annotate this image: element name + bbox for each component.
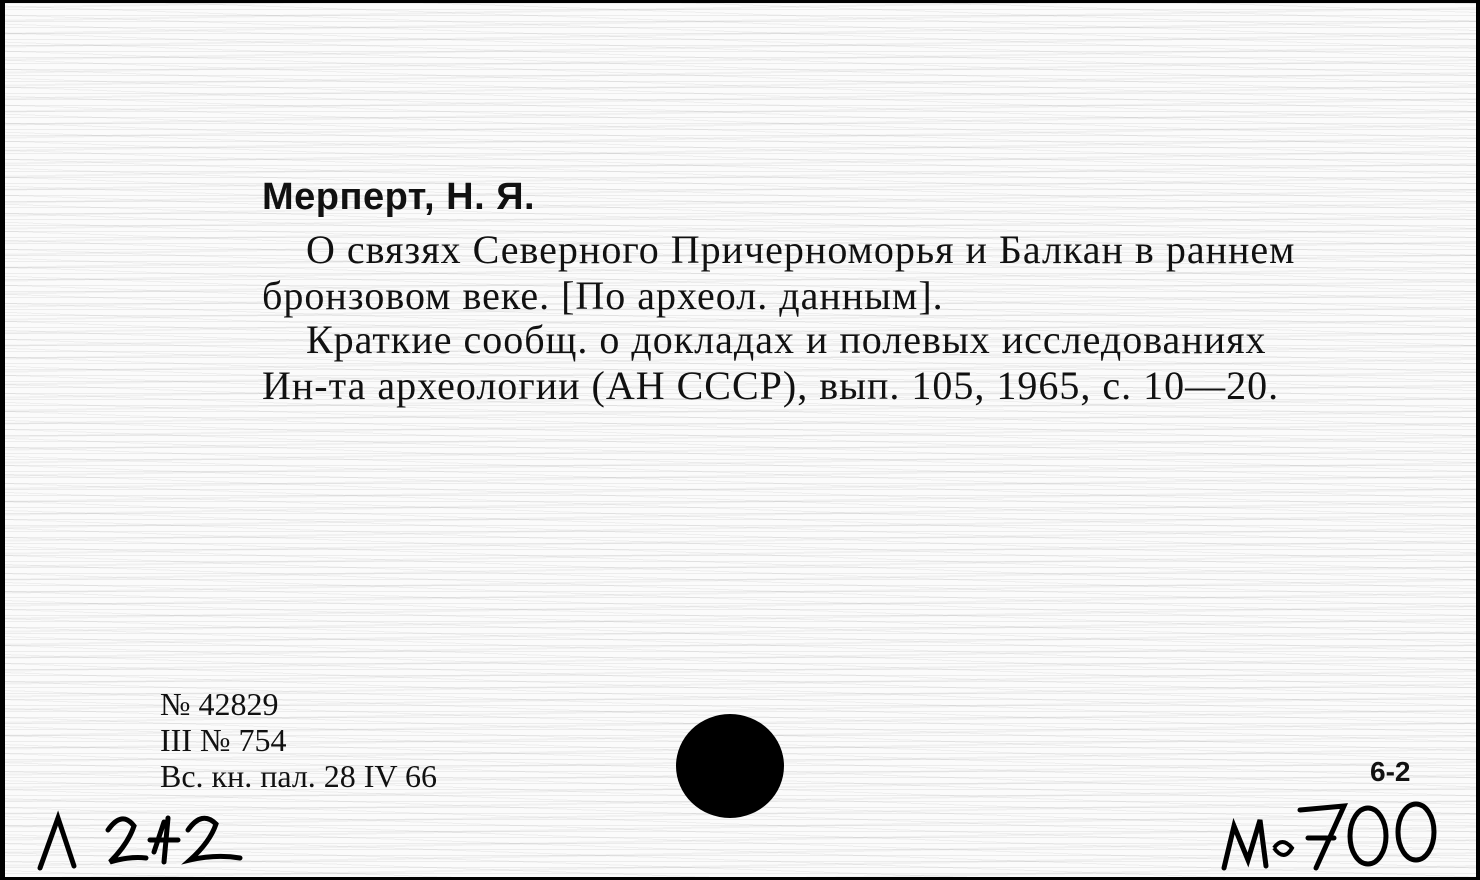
- card-border-left: [0, 0, 5, 880]
- registry-number: № 42829: [160, 686, 279, 722]
- card-border-right: [1476, 0, 1480, 880]
- chamber-note: Вс. кн. пал. 28 IV 66: [160, 758, 437, 794]
- handwritten-number-right: [1216, 790, 1448, 874]
- handwritten-shelfmark-left: [30, 800, 250, 872]
- card-border-top: [0, 0, 1480, 3]
- volume-number: III № 754: [160, 722, 287, 758]
- source-line-2: Ин-та археологии (АН СССР), вып. 105, 1965, с. 10—20.: [262, 363, 1280, 408]
- title-line-1: О связях Северного Причерноморья и Балкан в раннем: [306, 227, 1296, 272]
- punch-hole: [676, 714, 784, 818]
- source-line-1: Краткие сообщ. о докладах и полевых исследованиях: [306, 317, 1267, 362]
- print-code: 6-2: [1370, 756, 1411, 787]
- title-line-2: бронзовом веке. [По археол. данным].: [262, 273, 944, 318]
- author-name: Мерперт, Н. Я.: [262, 176, 536, 218]
